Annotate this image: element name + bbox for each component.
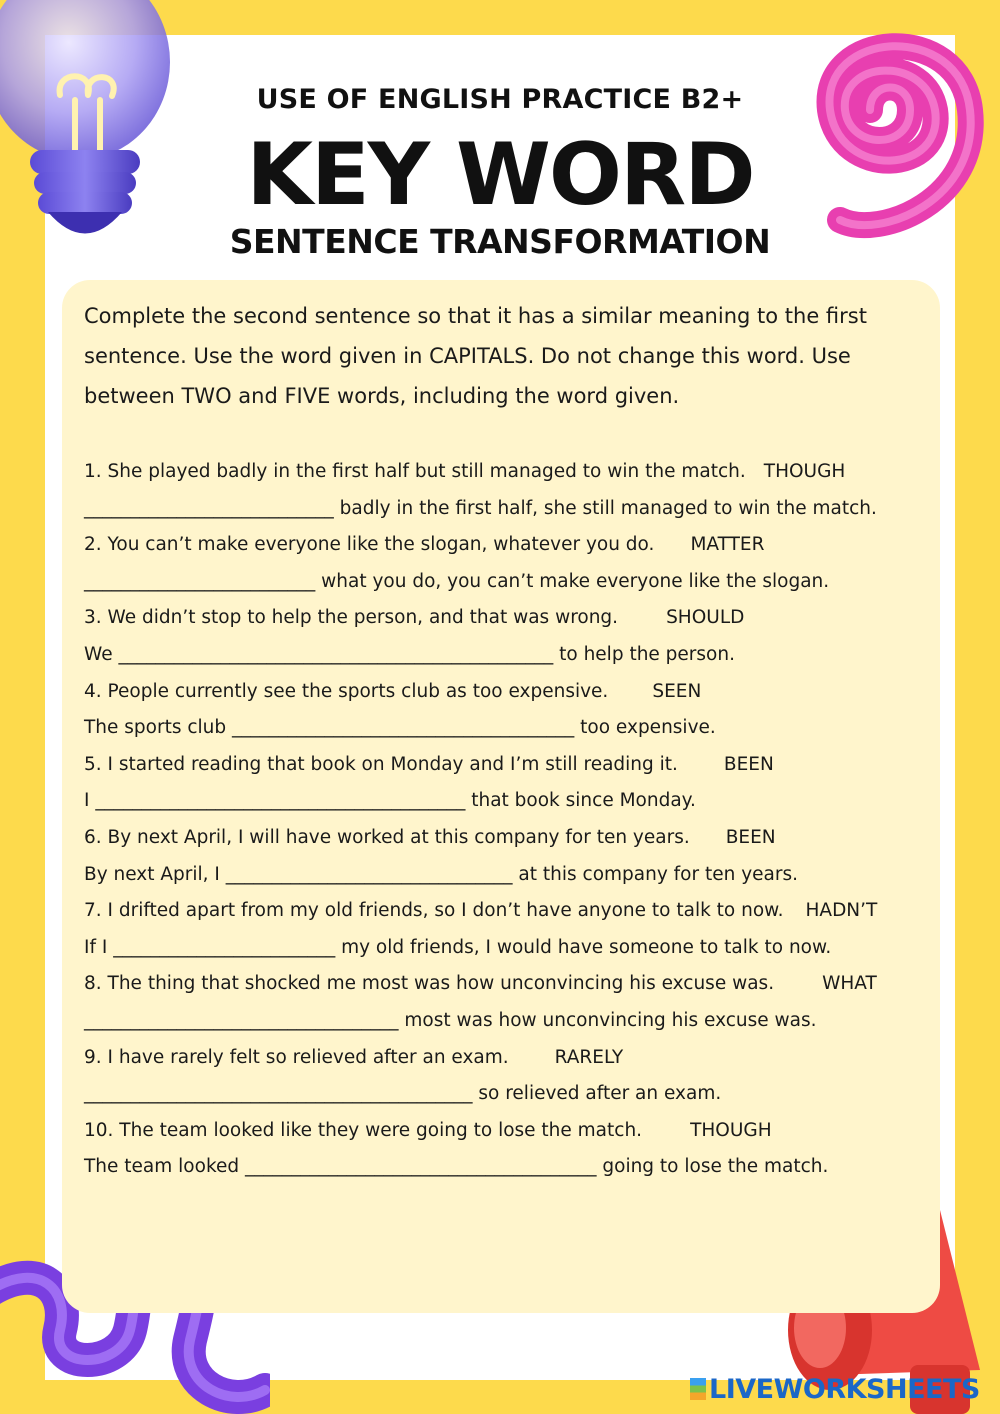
- key-word: SEEN: [652, 680, 702, 702]
- answer-prefix: The team looked: [84, 1156, 245, 1178]
- answer-suffix: so relieved after an exam.: [472, 1083, 722, 1105]
- question-text: 4. People currently see the sports club as too expensive.: [84, 680, 609, 702]
- answer-prefix: The sports club: [84, 717, 233, 739]
- watermark-text: LIVEWORKSHEETS: [709, 1374, 980, 1405]
- answer-suffix: most was how unconvincing his excuse was.: [398, 1009, 817, 1031]
- question-prompt: [84, 747, 964, 784]
- question-prompt: [84, 674, 964, 711]
- question-prompt: [84, 966, 964, 1003]
- question-text: 7. I drifted apart from my old friends, so I don’t have anyone to talk to now.: [84, 900, 784, 922]
- key-word: BEEN: [723, 753, 774, 775]
- answer-blank[interactable]: ______________________________________: [245, 1156, 597, 1178]
- key-word: BEEN: [725, 826, 776, 848]
- question-prompt: [84, 1040, 964, 1077]
- question-answer-line: [84, 857, 964, 894]
- liveworksheets-logo-icon: [690, 1378, 706, 1400]
- answer-blank[interactable]: _________________________: [84, 570, 316, 592]
- question-text: 6. By next April, I will have worked at this company for ten years.: [84, 826, 690, 848]
- answer-prefix: By next April, I: [84, 863, 226, 885]
- answer-blank[interactable]: __________________________________: [84, 1009, 399, 1031]
- question-text: 10. The team looked like they were going to lose the match.: [84, 1119, 643, 1141]
- question-text: 8. The thing that shocked me most was how unconvincing his excuse was.: [84, 973, 775, 995]
- answer-suffix: to help the person.: [553, 643, 735, 665]
- question-list: [84, 454, 964, 1186]
- instructions: [84, 296, 914, 416]
- key-word: MATTER: [690, 534, 765, 556]
- answer-suffix: that book since Monday.: [465, 790, 696, 812]
- question-answer-line: [84, 783, 964, 820]
- answer-blank[interactable]: ________________________: [113, 936, 336, 958]
- answer-blank[interactable]: _____________________________________: [232, 717, 575, 739]
- key-word: WHAT: [822, 973, 877, 995]
- question-answer-line: [84, 710, 964, 747]
- worksheet-subtitle: USE OF ENGLISH PRACTICE B2+: [256, 84, 744, 115]
- instructions-line: between TWO and FIVE words, including the word given.: [84, 384, 680, 408]
- key-word: RARELY: [554, 1046, 624, 1068]
- answer-blank[interactable]: _______________________________: [225, 863, 513, 885]
- worksheet-title-secondary: SENTENCE TRANSFORMATION: [229, 222, 771, 261]
- answer-suffix: badly in the first half, she still managed to win the match.: [333, 497, 877, 519]
- instructions-line: Complete the second sentence so that it has a similar meaning to the first: [84, 304, 867, 328]
- answer-suffix: at this company for ten years.: [512, 863, 799, 885]
- question-prompt: [84, 527, 964, 564]
- answer-prefix: If I: [84, 936, 114, 958]
- answer-suffix: what you do, you can’t make everyone like the slogan.: [315, 570, 830, 592]
- question-text: 3. We didn’t stop to help the person, and that was wrong.: [84, 607, 619, 629]
- question-prompt: [84, 820, 964, 857]
- question-answer-line: [84, 930, 964, 967]
- question-answer-line: [84, 637, 964, 674]
- instructions-line: sentence. Use the word given in CAPITALS. Do not change this word. Use: [84, 344, 851, 368]
- question-answer-line: [84, 1003, 964, 1040]
- answer-suffix: my old friends, I would have someone to talk to now.: [335, 936, 832, 958]
- question-prompt: [84, 454, 964, 491]
- worksheet-title: KEY WORD: [246, 125, 754, 225]
- key-word: THOUGH: [690, 1119, 772, 1141]
- answer-suffix: going to lose the match.: [596, 1156, 829, 1178]
- answer-prefix: We: [84, 643, 119, 665]
- question-answer-line: [84, 491, 964, 528]
- answer-prefix: I: [84, 790, 96, 812]
- question-answer-line: [84, 564, 964, 601]
- key-word: SHOULD: [666, 607, 745, 629]
- question-prompt: [84, 1113, 964, 1150]
- answer-blank[interactable]: ________________________________________: [95, 790, 466, 812]
- answer-blank[interactable]: _______________________________________________: [118, 643, 554, 665]
- question-answer-line: [84, 1149, 964, 1186]
- question-text: 1. She played badly in the first half but still managed to win the match.: [84, 461, 746, 482]
- question-answer-line: [84, 1076, 964, 1113]
- question-text: 2. You can’t make everyone like the slogan, whatever you do.: [84, 534, 655, 556]
- question-text: 5. I started reading that book on Monday and I’m still reading it.: [84, 753, 678, 775]
- question-prompt: [84, 893, 964, 930]
- question-prompt: [84, 600, 964, 637]
- key-word: THOUGH: [763, 461, 846, 482]
- answer-suffix: too expensive.: [574, 717, 716, 739]
- question-text: 9. I have rarely felt so relieved after an exam.: [84, 1046, 509, 1068]
- answer-blank[interactable]: __________________________________________: [84, 1083, 473, 1105]
- key-word: HADN’T: [805, 900, 878, 922]
- liveworksheets-watermark[interactable]: [690, 1374, 980, 1405]
- answer-blank[interactable]: ___________________________: [84, 497, 334, 519]
